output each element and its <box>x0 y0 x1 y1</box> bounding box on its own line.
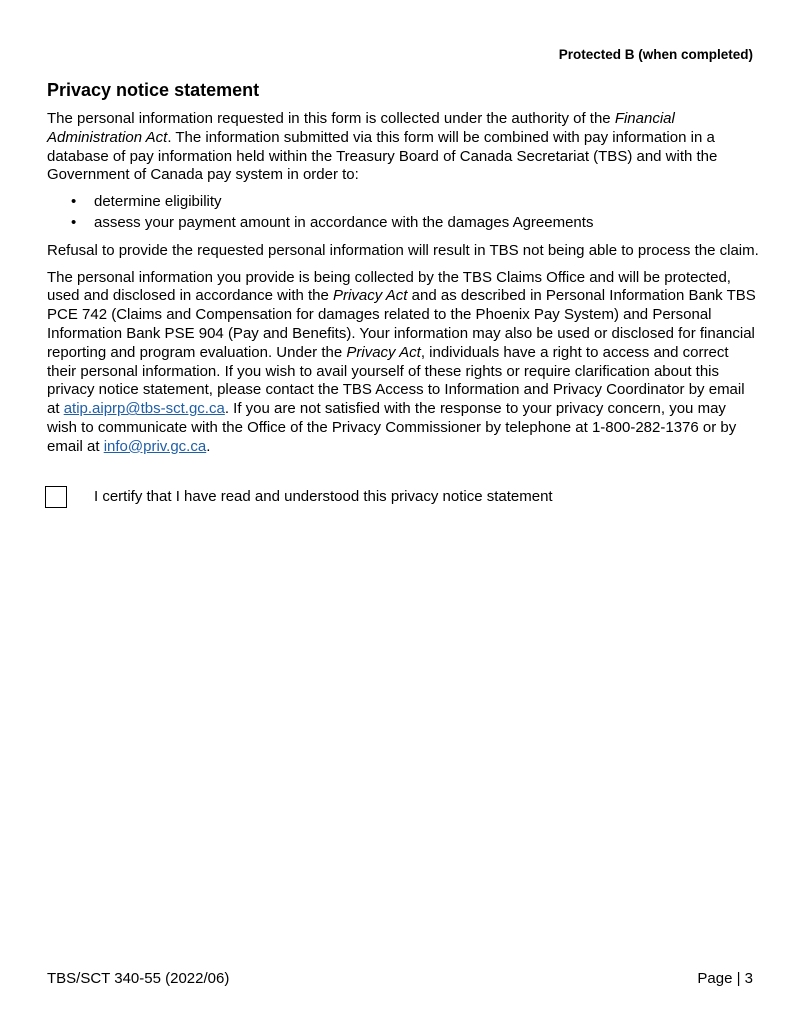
text-span: The personal information requested in this form is collected under the authority of the <box>47 110 615 127</box>
list-item <box>47 193 759 212</box>
act-name: Privacy Act <box>346 343 421 361</box>
act-name: Privacy Act <box>333 287 408 305</box>
list-item-text: assess your payment amount in accordance with the damages Agreements <box>94 213 594 231</box>
form-identifier: TBS/SCT 340-55 (2022/06) <box>47 970 230 987</box>
text-span: . <box>206 437 211 455</box>
classification-label: Protected B (when completed) <box>558 47 753 62</box>
certify-row <box>45 486 553 508</box>
refusal-paragraph: Refusal to provide the requested personal information will result in TBS not being able to process the claim. <box>47 241 759 259</box>
notice-body <box>47 110 759 457</box>
atip-email-link[interactable]: atip.aiprp@tbs-sct.gc.ca <box>63 400 225 418</box>
privacy-commissioner-email-link[interactable]: info@priv.gc.ca <box>103 437 207 455</box>
purpose-list <box>47 193 759 233</box>
text-span: . If you are not satisfied with the response to your privacy concern, you may wish to communicate with the Office of the Privacy Commissioner by telephone at 1-800-282-1376 or by email at <box>47 400 737 455</box>
bullet-icon: • <box>71 193 77 211</box>
page-number: Page | 3 <box>697 970 753 987</box>
certify-label: I certify that I have read and understood this privacy notice statement <box>94 488 553 505</box>
section-title: Privacy notice statement <box>47 80 260 100</box>
text-span: . The information submitted via this form will be combined with pay information in a database of pay information held within the Treasury Board of Canada Secretariat (TBS) and with the Government of Canada pay system in order to: <box>47 128 718 184</box>
list-item-text: determine eligibility <box>94 193 222 211</box>
act-name: Financial Administration Act <box>47 110 675 146</box>
bullet-icon: • <box>71 213 77 231</box>
certify-checkbox[interactable] <box>45 486 67 508</box>
text-span: The personal information you provide is being collected by the TBS Claims Office and will be protected, used and disclosed in accordance with the <box>47 268 731 305</box>
text-span: and as described in Personal Information Bank TBS PCE 742 (Claims and Compensation for damages related to the Phoenix Pay System) and Personal Information Bank PSE 904 (Pay and Benefits). Your information may also be used or disclosed for financial reporting and program evaluation. Under the <box>47 287 756 361</box>
text-span: , individuals have a right to access and correct their personal information. If you wish to avail yourself of these rights or require clarification about this privacy notice statement, please contact the TBS Access to Information and Privacy Coordinator by email at <box>47 343 745 418</box>
list-item <box>47 214 759 233</box>
authority-paragraph <box>47 110 759 185</box>
collection-paragraph <box>47 269 759 457</box>
